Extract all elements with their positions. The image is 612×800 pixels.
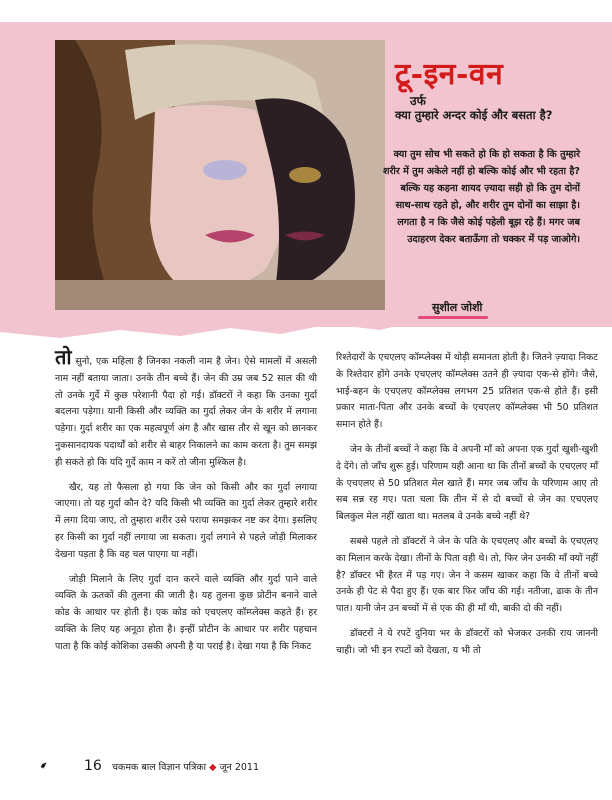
paragraph-text: सुनो, एक महिला है जिनका नकली नाम है जेन। ऐसे मामलों में असली नाम नहीं बताया जाता। उनके तीन बच्चे हैं। जेन की उम्र जब 52 साल की थी तो उनके गुर्दे में कुछ परेशानी पैदा हो गई। डॉक्टरों ने कहा कि उनका गुर्दा बदलना पड़ेगा। यानी किसी और व्यक्ति का गुर्दा लेकर जेन के शरीर में लगाना पड़ेगा। गुर्दा शरीर का एक महत्वपूर्ण अंग है और खास तौर से खून को छानकर नुकसानदायक पदार्थों को शरीर से बाहर निकालने का काम करता है। तुम समझ ही सकते हो कि यदि गुर्दे काम न करें तो जीना मुश्किल है। [55, 356, 317, 468]
paragraph: डॉक्टरों ने ये रपटें दुनिया भर के डॉक्टरों को भेजकर उनकी राय जाननी चाही। जो भी इन रपटों को देखता, य भी तो [336, 627, 598, 656]
column-2 [336, 350, 598, 668]
column-1 [55, 345, 317, 664]
paragraph: खैर, यह तो फैसला हो गया कि जेन को किसी और का गुर्दा लगाया जाएगा। तो यह गुर्दा कौन दे? यदि किसी भी व्यक्ति का गुर्दा लेकर तुम्हारे शरीर में लगा दिया जाए, तो तुम्हारा शरीर उसे पराया समझकर नष्ट कर देगा। इसलिए हर किसी का गुर्दा नहीं लगाया जा सकता। गुर्दा लगाने से पहले जोड़ी मिलाकर देखना पड़ता है कि वह चल पाएगा या नहीं। [55, 481, 317, 560]
paragraph [55, 345, 317, 472]
author-underline [418, 316, 488, 319]
drop-cap: तो [55, 345, 72, 369]
paragraph: सबसे पहले तो डॉक्टरों ने जेन के पति के एचएलए और बच्चों के एचएलए का मिलान करके देखा। तीनों के पिता वही थे। तो, फिर जेन उनकी माँ क्यों नहीं है? डॉक्टर भी हैरत में पड़ गए। जेन ने कसम खाकर कहा कि वे तीनों बच्चे उनके ही पेट से पैदा हुए हैं। एक बार फिर जाँच की गई। नतीजा, ढाक के तीन पात। यानी जेन उन बच्चों में से एक की ही माँ थी, बाकी दो की नहीं। [336, 535, 598, 615]
intro-text: क्या तुम सोच भी सकते हो कि हो सकता है कि तुम्हारे शरीर में तुम अकेले नहीं हो बल्कि कोई और भी रहता है? बल्कि यह कहना शायद ज़्यादा सही हो कि तुम दोनों साथ-साथ रहते हो, और शरीर तुम दोनों का साझा है। लगता है न कि जैसे कोई पहेली बूझ रहे हैं। मगर जब उदाहरण देकर बताऊँगा तो चक्कर में पड़ जाओगे। [382, 149, 580, 245]
bird-logo-icon [40, 740, 85, 790]
issue-date: जून 2011 [219, 762, 260, 773]
two-faces-illustration [55, 40, 385, 310]
footer-magazine [112, 760, 259, 773]
page-number: 16 [84, 758, 102, 774]
alias-label: उर्फ [410, 94, 426, 108]
paragraph: रिश्तेदारों के एचएलए कॉम्प्लेक्स में थोड़ी समानता होती है। जितने ज़्यादा निकट के रिश्तेदार होंगे उनके एचएलए कॉम्प्लेक्स उतने ही ज़्यादा एक-से होंगे। जैसे, भाई-बहन के एचएलए कॉम्प्लेक्स लगभग 25 प्रतिशत एक-से होते हैं। इसी प्रकार माता-पिता और उनके बच्चों के एचएलए कॉम्प्लेक्स भी 50 प्रतिशत समान होते हैं। [336, 352, 598, 431]
diamond-icon: ◆ [209, 762, 217, 773]
paragraph: जोड़ी मिलाने के लिए गुर्दा दान करने वाले व्यक्ति और गुर्दा पाने वाले व्यक्ति के ऊतकों की तुलना की जाती है। यह तुलना कुछ प्रोटीन बनाने वाले कोड के आधार पर होती है। एक कोड को एचएलए कॉम्प्लेक्स कहते हैं। हर व्यक्ति के लिए यह अनूठा होता है। इन्हीं प्रोटीन के आधार पर शरीर पहचान पाता है कि कोई कोशिका उसकी अपनी है या पराई है। देखा गया है कि निकट [55, 573, 317, 652]
author-name: सुशील जोशी [432, 301, 483, 314]
article-subtitle: क्या तुम्हारे अन्दर कोई और बसता है? [395, 108, 553, 122]
article-title: टू-इन-वन [395, 57, 504, 92]
paragraph: जेन के तीनों बच्चों ने कहा कि वे अपनी माँ को अपना एक गुर्दा खुशी-खुशी दे देंगे। तो जाँच शुरू हुई। परिणाम यही आना था कि तीनों बच्चों के एचएलए माँ के एचएलए से 50 प्रतिशत मेल खाते हैं। मगर जब जाँच के परिणाम आए तो सब सन्न रह गए। पता चला कि तीन में से दो बच्चों से जेन का एचएलए बिलकुल मेल नहीं खाता था। मतलब वे उनके बच्चे नहीं थे? [336, 443, 598, 523]
magazine-name: चकमक बाल विज्ञान पत्रिका [112, 762, 207, 773]
